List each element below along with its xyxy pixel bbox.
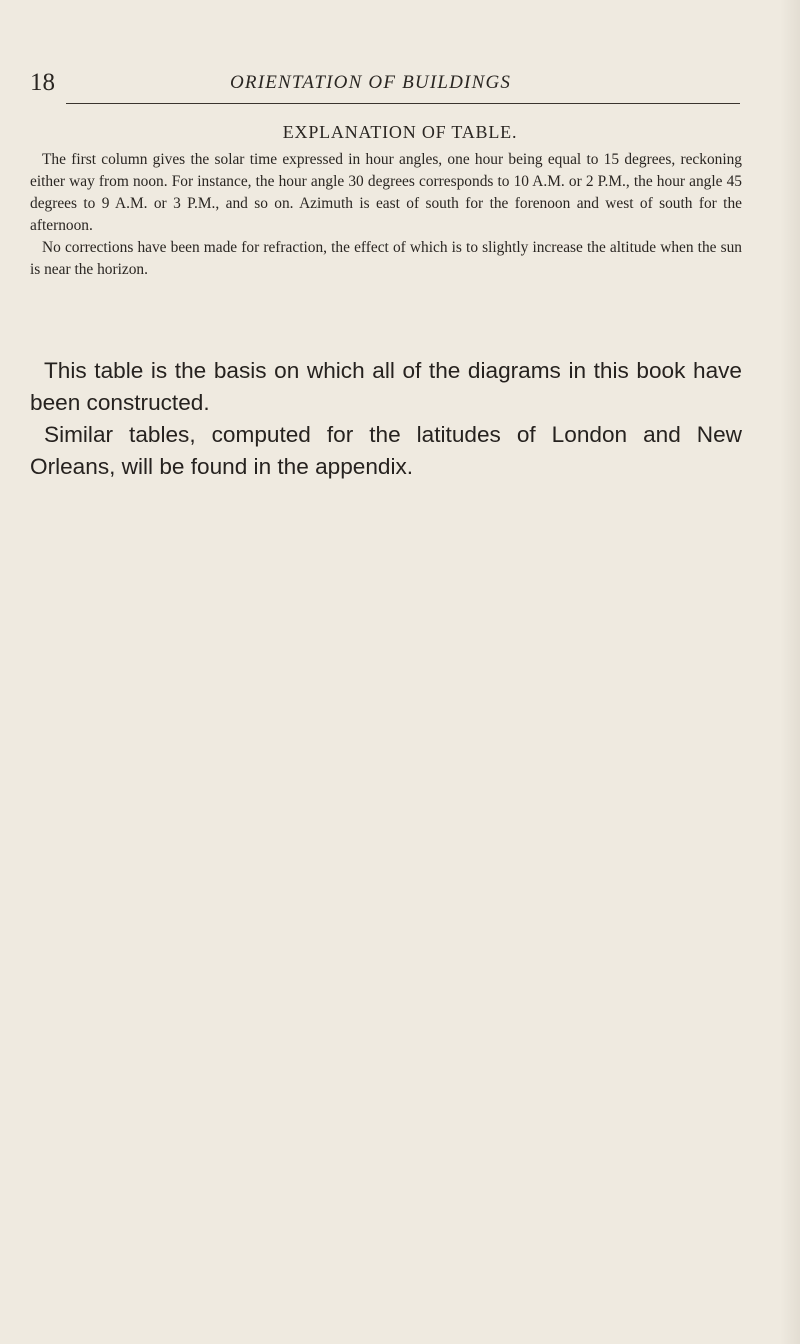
notes-paragraph-2: Similar tables, computed for the latitudes of London and New Orleans, will be found in the appendix.: [30, 422, 742, 479]
explanation-paragraph-2: No corrections have been made for refraction, the effect of which is to slightly increase the altitude when the sun is near the horizon.: [30, 239, 742, 278]
page-number: 18: [30, 69, 55, 96]
explanation-paragraph-1: The first column gives the solar time expressed in hour angles, one hour being equal to 15 degrees, reckoning either way from noon. For instance, the hour angle 30 degrees corresponds to 10 A.M. or 2 P.M., the hour angle 45 degrees to 9 A.M. or 3 P.M., and so on. Azimuth is east of south for the forenoon and west of south for the afternoon.: [30, 151, 742, 234]
notes-text: [30, 355, 742, 483]
notes-paragraph-1: This table is the basis on which all of the diagrams in this book have been constructed.: [30, 358, 742, 415]
running-title: ORIENTATION OF BUILDINGS: [230, 72, 512, 93]
running-head: [30, 66, 740, 100]
explanation-text: [30, 149, 742, 281]
header-rule: [66, 103, 740, 104]
section-heading: EXPLANATION OF TABLE.: [282, 122, 518, 142]
